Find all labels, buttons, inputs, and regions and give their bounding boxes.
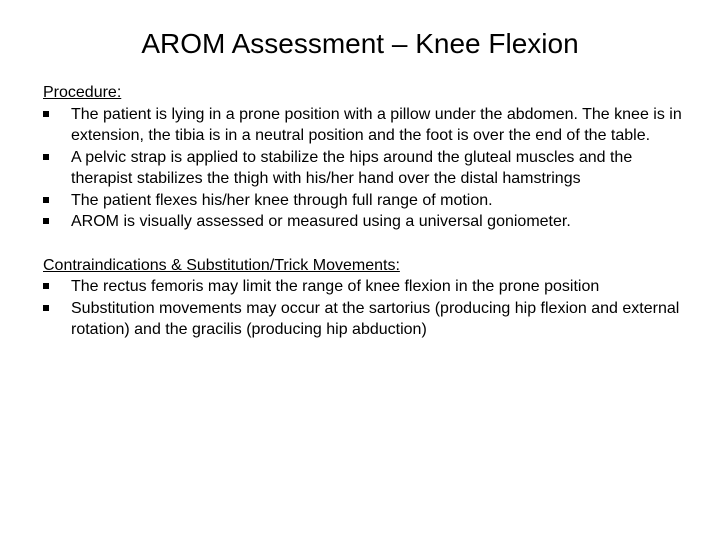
bullet-item	[43, 276, 683, 298]
bullet-item	[43, 147, 683, 190]
bullet-text: A pelvic strap is applied to stabilize the hips around the gluteal muscles and the therapist stabilizes the thigh with his/her hand over the distal hamstrings	[71, 148, 633, 187]
slide-title: AROM Assessment – Knee Flexion	[141, 28, 579, 59]
square-bullet-icon	[43, 154, 49, 160]
slide-content	[43, 82, 683, 341]
section-heading-procedure: Procedure:	[43, 84, 122, 101]
bullet-item	[43, 211, 683, 233]
bullet-text: Substitution movements may occur at the sartorius (producing hip flexion and external rotation) and the gracilis (producing hip abduction)	[71, 299, 680, 338]
section-spacer	[43, 233, 683, 255]
bullet-text: AROM is visually assessed or measured using a universal goniometer.	[71, 213, 571, 230]
square-bullet-icon	[43, 197, 49, 203]
section-heading-contraindications: Contraindications & Substitution/Trick Movements:	[43, 256, 400, 274]
procedure-bullet-list	[43, 104, 683, 233]
bullet-item	[43, 190, 683, 212]
bullet-text: The patient is lying in a prone position with a pillow under the abdomen. The knee is in extension, the tibia is in a neutral position and the foot is over the end of the table.	[71, 105, 682, 144]
bullet-text: The rectus femoris may limit the range of knee flexion in the prone position	[71, 278, 600, 295]
square-bullet-icon	[43, 305, 49, 311]
square-bullet-icon	[43, 111, 49, 117]
contraindications-section	[43, 255, 683, 341]
bullet-item	[43, 298, 683, 341]
square-bullet-icon	[43, 283, 49, 289]
procedure-section	[43, 82, 683, 233]
square-bullet-icon	[43, 218, 49, 224]
bullet-item	[43, 104, 683, 147]
bullet-text: The patient flexes his/her knee through full range of motion.	[71, 191, 493, 209]
contraindications-bullet-list	[43, 276, 683, 341]
